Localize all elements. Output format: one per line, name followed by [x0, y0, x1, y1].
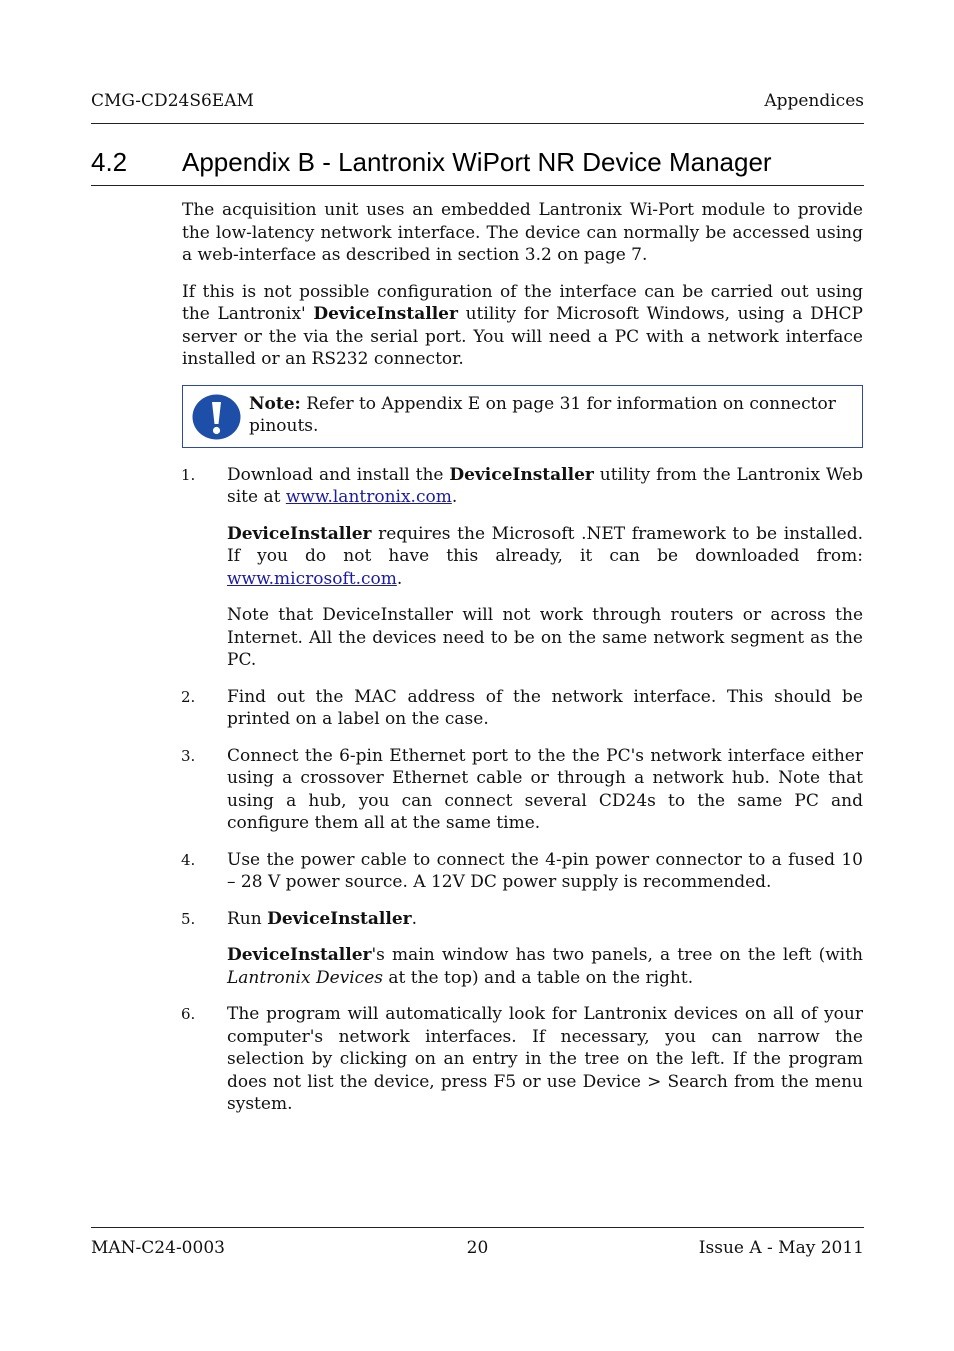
note-label: Note:: [249, 393, 301, 414]
steps-list: [182, 464, 863, 1116]
header-doc-code: CMG-CD24S6EAM: [91, 91, 254, 111]
text-run: .: [451, 487, 458, 507]
text-run: .: [411, 908, 418, 929]
step-number: 2.: [181, 687, 196, 706]
step-paragraph: Find out the MAC address of the network interface. This should be printed on a label on the case.: [227, 686, 863, 729]
text-run: at the top) and a table on the right.: [382, 967, 694, 988]
text-run: If this is not possible configuration of the interface can be carried out using the Lantronix': [182, 281, 863, 324]
footer-doc-number: MAN-C24-0003: [91, 1238, 225, 1258]
step-paragraph: The program will automatically look for Lantronix devices on all of your computer's network interfaces. If necessary, you can narrow the selection by clicking on an entry in the tree on the left. If the program does not list the device, press F5 or use Device > Search from the menu system.: [227, 1004, 863, 1114]
text-run: utility for Microsoft Windows, using a DHCP server or the via the serial port. You will need a PC with a network interface installed or an RS232 connector.: [182, 304, 863, 369]
step-paragraph: Use the power cable to connect the 4-pin power connector to a fused 10 – 28 V power source. A 12V DC power supply is recommended.: [227, 849, 863, 892]
section-number: 4.2: [91, 147, 128, 177]
step-body: [227, 1003, 863, 1116]
step-paragraph: Connect the 6-pin Ethernet port to the the PC's network interface either using a crossover Ethernet cable or through a network hub. Note that using a hub, you can connect several CD24s to the same PC and configure them all at the same time.: [227, 745, 863, 833]
page-footer: [91, 1227, 864, 1268]
list-item: [182, 849, 863, 894]
italic-text: Lantronix Devices: [227, 967, 383, 988]
step-paragraph: Note that DeviceInstaller will not work through routers or across the Internet. All the devices need to be on the same network segment as the PC.: [227, 605, 863, 670]
footer-issue: Issue A - May 2011: [698, 1238, 864, 1258]
note-body: Refer to Appendix E on page 31 for information on connector pinouts.: [249, 393, 836, 436]
bold-text: DeviceInstaller: [313, 304, 458, 324]
microsoft-link[interactable]: www.microsoft.com: [227, 568, 397, 589]
bold-text: DeviceInstaller: [227, 945, 372, 965]
bold-text: DeviceInstaller: [267, 908, 412, 929]
header-section: Appendices: [764, 91, 864, 111]
step-number: 5.: [181, 909, 196, 928]
text-run: .: [396, 568, 403, 589]
note-box: [182, 385, 863, 448]
intro-paragraph-2: [182, 281, 863, 371]
intro-paragraph-1: The acquisition unit uses an embedded Lantronix Wi-Port module to provide the low-latency network interface. The device can normally be accessed using a web-interface as described in section 3.2 on page 7.: [182, 200, 863, 265]
text-run: Download and install the: [227, 464, 450, 485]
page-number: 20: [466, 1238, 489, 1258]
bold-text: DeviceInstaller: [449, 464, 594, 485]
step-paragraph: [227, 523, 863, 591]
step-body: [227, 464, 863, 672]
text-run: requires the Microsoft .NET framework to be installed. If you do not have this already, it can be downloaded from:: [227, 523, 863, 566]
list-item: [182, 1003, 863, 1116]
list-item: [182, 686, 863, 731]
step-paragraph: [227, 908, 863, 931]
step-paragraph: [227, 464, 863, 509]
list-item: [182, 908, 863, 990]
note-text: [249, 393, 838, 438]
text-run: 's main window has two panels, a tree on the left (with: [371, 945, 863, 965]
step-body: [227, 849, 863, 894]
step-body: [227, 908, 863, 990]
step-number: 6.: [181, 1005, 196, 1023]
step-paragraph: [227, 944, 863, 989]
list-item: [182, 745, 863, 835]
main-content: [182, 199, 863, 1130]
list-item: [182, 464, 863, 672]
lantronix-link[interactable]: www.lantronix.com: [285, 487, 452, 507]
section-title: Appendix B - Lantronix WiPort NR Device Manager: [182, 147, 772, 177]
text-run: Run: [227, 908, 268, 929]
section-heading: [91, 147, 864, 186]
page-header: [91, 90, 864, 124]
text-run: utility from the Lantronix Web site at: [227, 464, 863, 507]
step-body: [227, 745, 863, 835]
step-body: [227, 686, 863, 731]
step-number: 1.: [181, 465, 196, 484]
step-number: 4.: [181, 850, 196, 869]
exclamation-icon: [192, 394, 241, 440]
bold-text: DeviceInstaller: [227, 523, 372, 544]
step-number: 3.: [181, 746, 196, 765]
